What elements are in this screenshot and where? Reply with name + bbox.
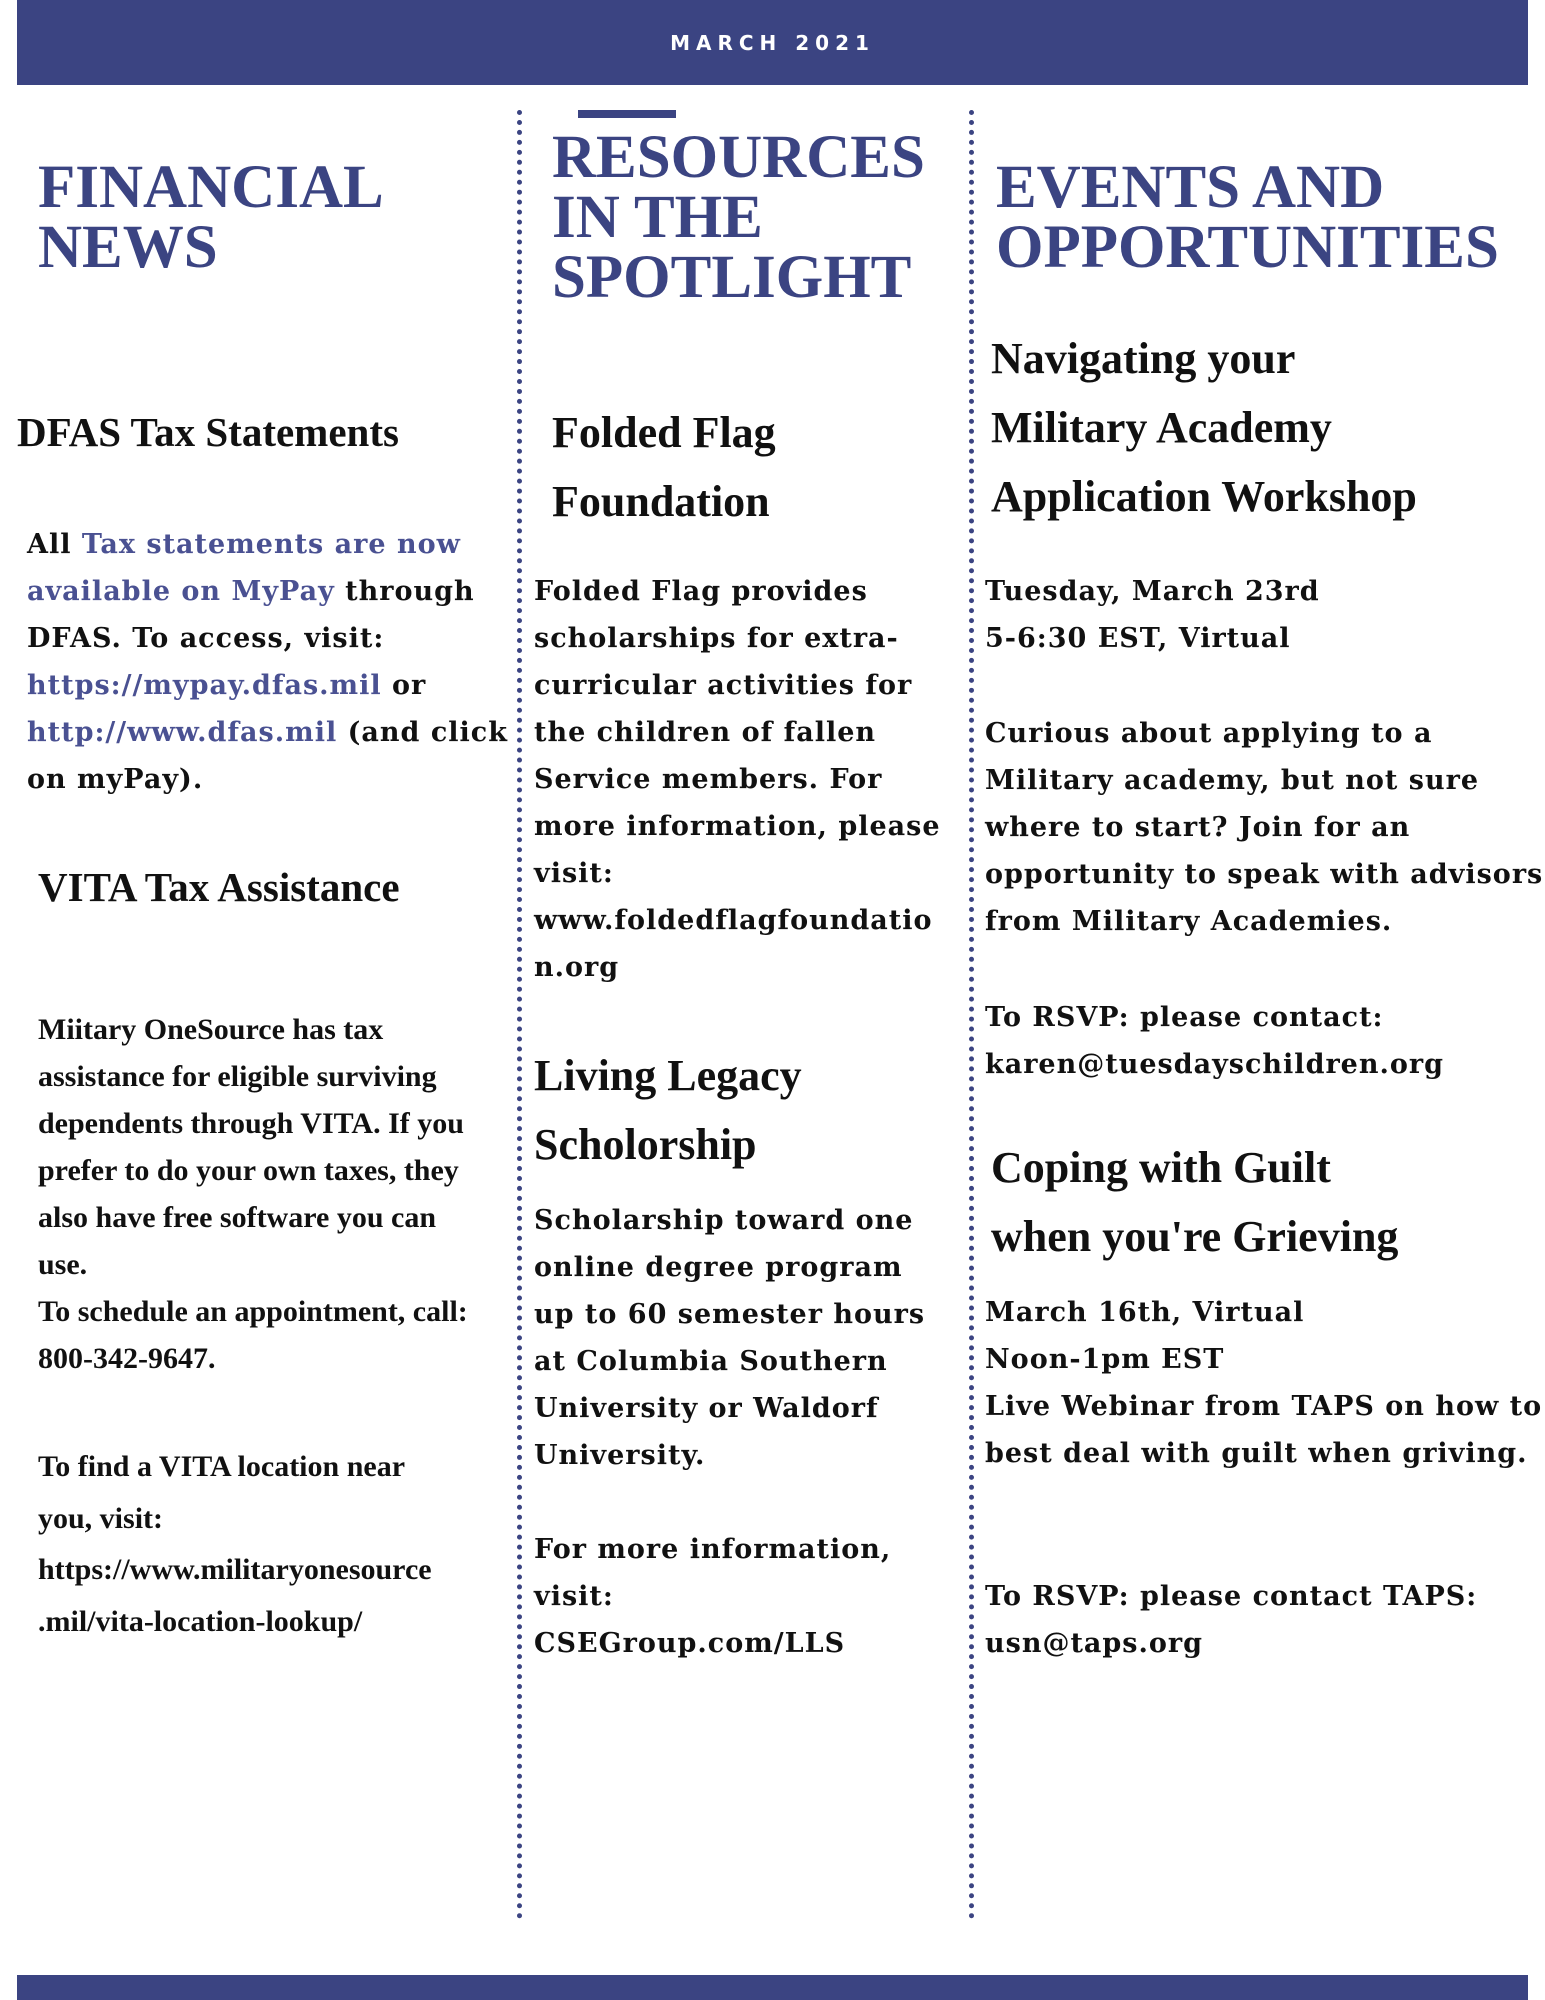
- vita-title: VITA Tax Assistance: [38, 864, 400, 910]
- resources-heading: RESOURCES IN THE SPOTLIGHT: [552, 124, 925, 311]
- events-heading: EVENTS AND OPPORTUNITIES: [996, 154, 1499, 281]
- living-legacy-title: Living Legacy Scholorship: [534, 1051, 802, 1169]
- living-legacy-body: Scholarship toward one online degree program up to 60 semester hours at Columbia Southern University or Waldorf University. For more information, visit: CSEGroup.com/LLS: [534, 1205, 926, 1659]
- dfas-link[interactable]: http://www.dfas.mil: [27, 717, 338, 748]
- guilt-rsvp: To RSVP: please contact TAPS: usn@taps.org: [985, 1581, 1478, 1659]
- dfas-text-2: through DFAS. To access, visit:: [27, 576, 475, 654]
- dfas-text-4: (and click on myPay).: [27, 717, 508, 795]
- dfas-body: [27, 521, 508, 803]
- vita-locate: To find a VITA location near you, visit: https://www.militaryonesource .mil/vita-location-lookup/: [38, 1450, 432, 1638]
- guilt-body: March 16th, Virtual Noon-1pm EST Live Webinar from TAPS on how to best deal with guilt when griving.: [985, 1297, 1543, 1469]
- guilt-title: Coping with Guilt when you're Grieving: [991, 1143, 1399, 1261]
- workshop-when: Tuesday, March 23rd 5-6:30 EST, Virtual: [985, 576, 1320, 654]
- workshop-rsvp: To RSVP: please contact: karen@tuesdayschildren.org: [985, 1002, 1444, 1080]
- header-banner: [17, 0, 1528, 85]
- vita-body: Miitary OneSource has tax assistance for eligible surviving dependents through VITA. If you prefer to do your own taxes, they also have free software you can use. To schedule an appointment, call: 800-342-9647.: [38, 1013, 468, 1375]
- workshop-body: Curious about applying to a Military academy, but not sure where to start? Join for an opportunity to speak with advisors from Military Academies.: [985, 718, 1544, 937]
- column-divider-right: [969, 110, 974, 1920]
- column-divider-left: [517, 110, 522, 1920]
- heading-accent-bar: [578, 110, 676, 118]
- workshop-title: Navigating your Military Academy Application Workshop: [991, 334, 1417, 521]
- issue-date: MARCH 2021: [670, 30, 875, 55]
- dfas-title: DFAS Tax Statements: [17, 409, 399, 455]
- folded-flag-title: Folded Flag Foundation: [552, 408, 776, 526]
- dfas-text-1: All: [27, 529, 82, 560]
- footer-band: [17, 1975, 1528, 2000]
- mypay-link[interactable]: https://mypay.dfas.mil: [27, 670, 382, 701]
- dfas-text-3: or: [392, 670, 427, 701]
- financial-news-heading: FINANCIAL NEWS: [38, 154, 384, 281]
- folded-flag-body: Folded Flag provides scholarships for extra- curricular activities for the children of fallen Service members. For more information, please visit: www.foldedflagfoundatio n.org: [534, 576, 941, 983]
- tax-statements-link[interactable]: Tax statements are now available on MyPay: [27, 529, 461, 607]
